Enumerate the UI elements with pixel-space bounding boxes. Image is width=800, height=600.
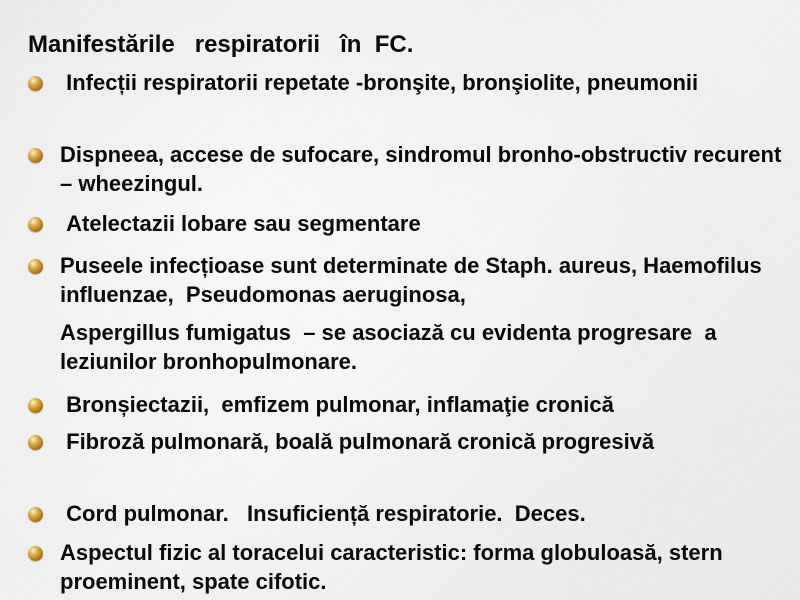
- bullet-text: Puseele infecțioase sunt determinate de Staph. aureus, Haemofilus influenzae, Pseudomonas aeruginosa,: [60, 253, 768, 307]
- bullet-text: Aspergillus fumigatus – se asociază cu evidenta progresare a leziunilor bronhopulmonare.: [60, 320, 723, 374]
- bullet-dot-icon: [28, 217, 43, 232]
- bullet-text: Fibroză pulmonară, boală pulmonară cronică progresivă: [60, 429, 655, 454]
- bullet-dot-icon: [28, 507, 43, 522]
- bullet-text: Bronșiectazii, emfizem pulmonar, inflamaţie cronică: [60, 392, 614, 417]
- bullet-dot-icon: [28, 76, 43, 91]
- bullet-dot-icon: [28, 148, 43, 163]
- bullet-text: Cord pulmonar. Insuficiență respiratorie. Deces.: [60, 501, 586, 526]
- bullet-dot-icon: [28, 546, 43, 561]
- bullet-dot-icon: [28, 398, 43, 413]
- bullet-text: Dispneea, accese de sufocare, sindromul bronho-obstructiv recurent – wheezingul.: [60, 142, 788, 196]
- bullet-text: Atelectazii lobare sau segmentare: [60, 211, 421, 236]
- bullet-text: Infecții respiratorii repetate -bronşite, bronşiolite, pneumonii: [60, 70, 699, 95]
- slide-title: Manifestările respiratorii în FC.: [28, 31, 414, 58]
- bullet-dot-icon: [28, 259, 43, 274]
- bullet-text: Aspectul fizic al toracelui caracteristic: forma globuloasă, stern proeminent, spate cifotic.: [60, 540, 729, 594]
- bullet-dot-icon: [28, 435, 43, 450]
